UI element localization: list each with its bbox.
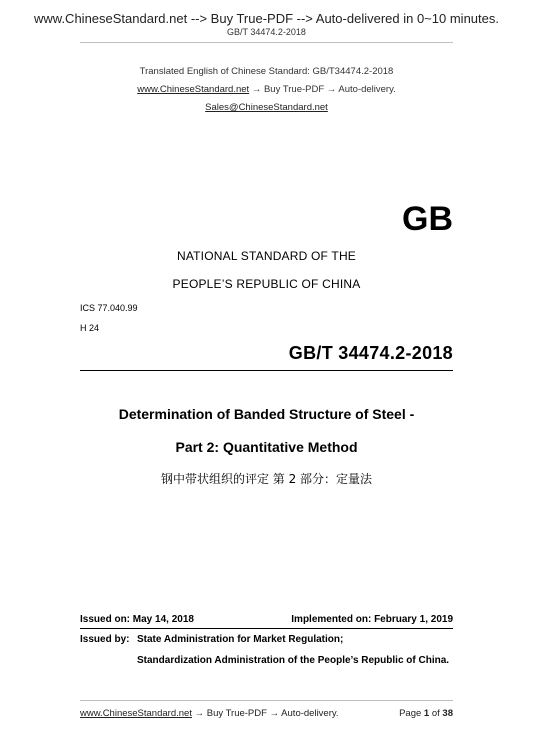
page-number: 1: [423, 708, 430, 719]
email-row: [0, 102, 533, 113]
ccs-code: H 24: [80, 323, 100, 333]
ics-code: ICS 77.040.99: [80, 303, 138, 313]
sales-email-link[interactable]: Sales@ChineseStandard.net: [205, 102, 328, 113]
page-label: Page: [399, 708, 422, 719]
title-line1: Determination of Banded Structure of Steel -: [118, 406, 415, 422]
page-total: 38: [442, 708, 453, 719]
translation-links: [0, 84, 533, 95]
header-doc-code: GB/T 34474.2-2018: [227, 27, 306, 37]
footer-divider: [80, 700, 453, 701]
title-line2: Part 2: Quantitative Method: [175, 439, 358, 455]
footer-links: [80, 708, 339, 719]
buy-text: → Buy True-PDF → Auto-delivery.: [251, 84, 396, 95]
national-standard-line1: NATIONAL STANDARD OF THE: [176, 249, 357, 263]
national-standard-line2: PEOPLE’S REPUBLIC OF CHINA: [172, 277, 361, 291]
of-label: of: [431, 708, 440, 719]
header-divider: [80, 42, 453, 43]
implemented-on: Implemented on: February 1, 2019: [291, 614, 453, 625]
title-chinese: 钢中带状组织的评定 第 2 部分：定量法: [160, 472, 373, 486]
issue-rule: [80, 628, 453, 629]
issuer-2: Standardization Administration of the People’s Republic of China.: [137, 655, 450, 666]
gb-mark: GB: [402, 200, 453, 238]
footer-buy-text: → Buy True-PDF → Auto-delivery.: [194, 708, 339, 719]
issued-by-label: Issued by:: [80, 634, 130, 645]
standard-code: GB/T 34474.2-2018: [288, 343, 453, 363]
title-rule: [80, 370, 453, 371]
footer-site-link[interactable]: www.ChineseStandard.net: [80, 708, 192, 719]
top-banner: www.ChineseStandard.net --> Buy True-PDF --> Auto-delivered in 0~10 minutes.: [34, 11, 499, 26]
issued-on: Issued on: May 14, 2018: [80, 614, 194, 625]
translation-line: Translated English of Chinese Standard: GB/T34474.2-2018: [139, 66, 394, 77]
issuer-1: State Administration for Market Regulation;: [137, 634, 344, 645]
page-indicator: [399, 708, 453, 719]
chinese-standard-link[interactable]: www.ChineseStandard.net: [137, 84, 250, 95]
